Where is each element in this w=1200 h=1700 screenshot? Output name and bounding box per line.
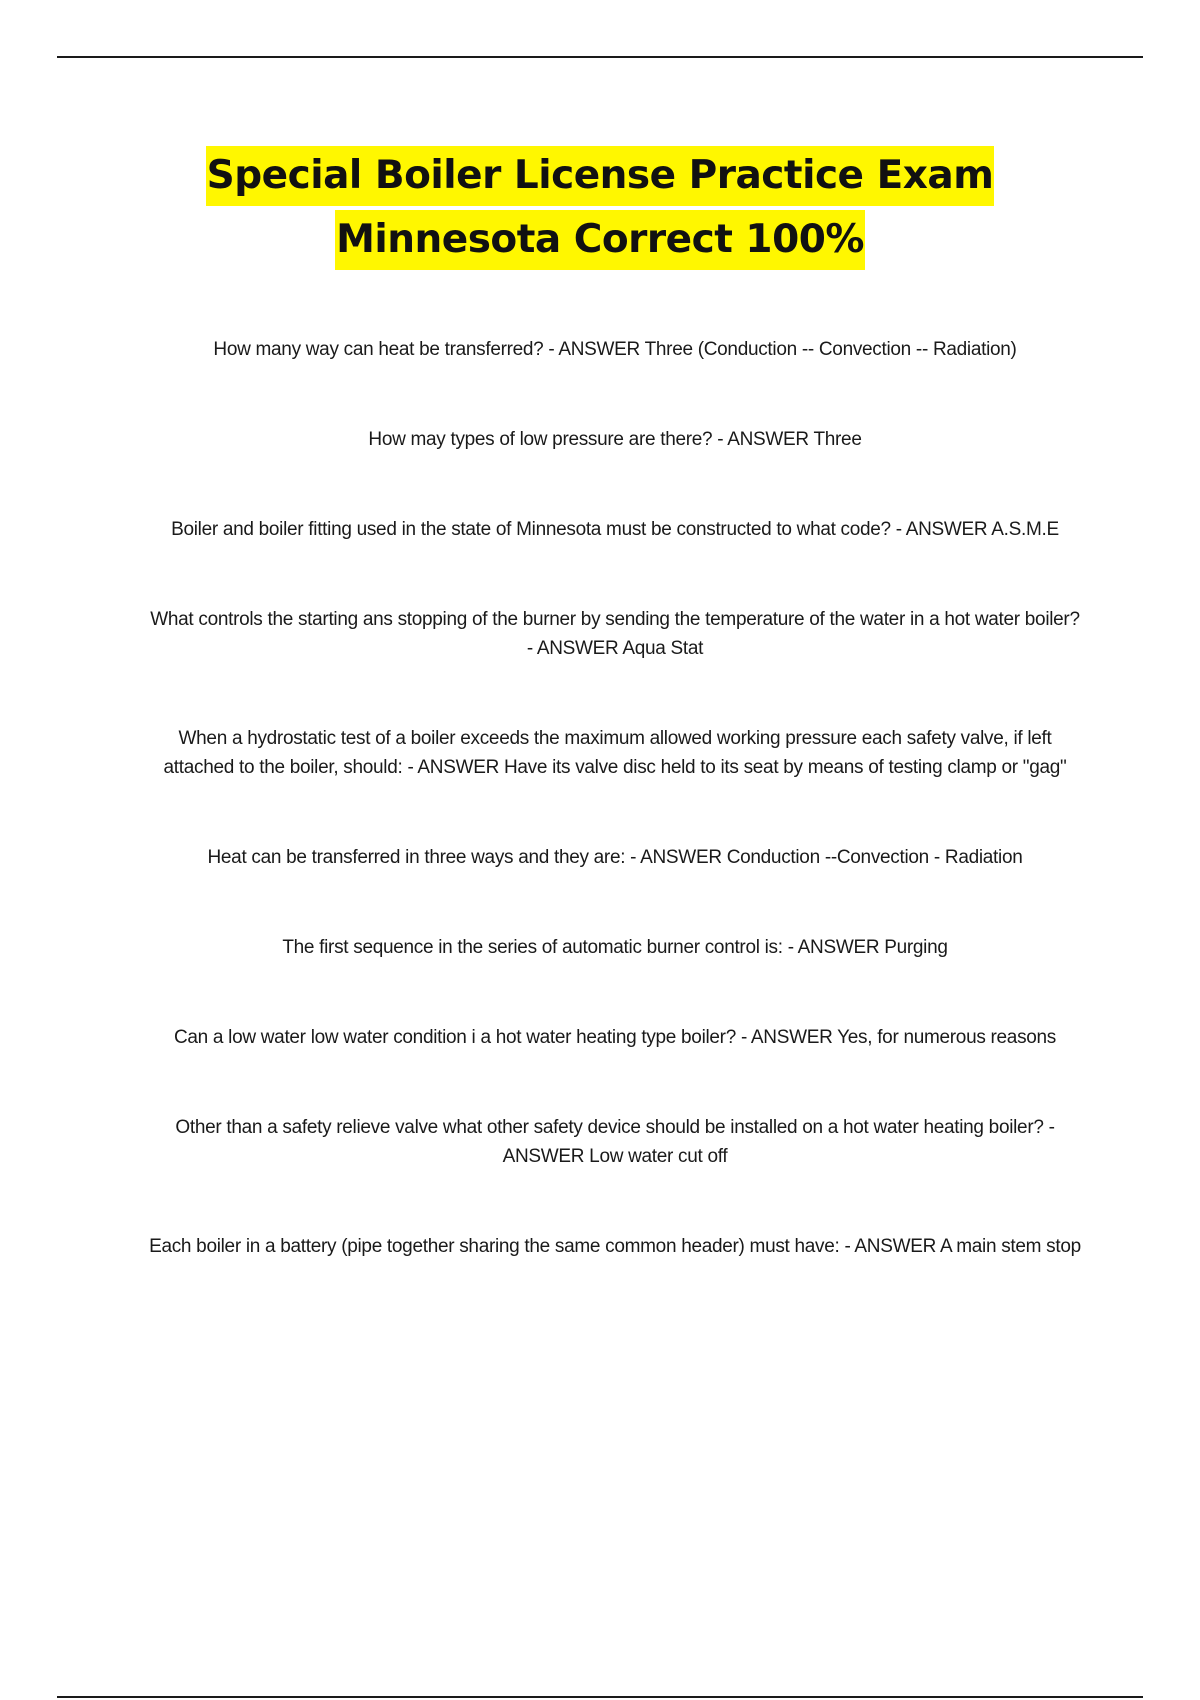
qa-item: The first sequence in the series of automatic burner control is: - ANSWER Purging — [282, 937, 948, 958]
qa-item: Heat can be transferred in three ways and they are: - ANSWER Conduction --Convection - Radiation — [207, 847, 1023, 868]
bottom-divider — [57, 1696, 1143, 1698]
qa-item: How many way can heat be transferred? - ANSWER Three (Conduction -- Convection -- Radiation) — [213, 339, 1017, 360]
top-divider — [57, 56, 1143, 58]
qa-item: Boiler and boiler fitting used in the state of Minnesota must be constructed to what code? - ANSWER A.S.M.E — [171, 519, 1059, 540]
qa-item: How may types of low pressure are there? - ANSWER Three — [368, 429, 862, 450]
qa-item: Other than a safety relieve valve what other safety device should be installed on a hot water heating boiler? - ANSWER Low water cut off — [175, 1117, 1055, 1167]
title-line-2: Minnesota Correct 100% — [335, 210, 865, 270]
qa-item: When a hydrostatic test of a boiler exceeds the maximum allowed working pressure each safety valve, if left attached to the boiler, should: - ANSWER Have its valve disc held to its seat by means of testing clamp or "gag" — [163, 728, 1067, 778]
qa-item: Each boiler in a battery (pipe together sharing the same common header) must have: - ANSWER A main stem stop — [149, 1236, 1081, 1257]
document-title — [0, 146, 1200, 274]
qa-list — [145, 335, 1085, 1322]
qa-item: What controls the starting ans stopping of the burner by sending the temperature of the water in a hot water boiler? - ANSWER Aqua Stat — [150, 609, 1080, 659]
qa-item: Can a low water low water condition i a hot water heating type boiler? - ANSWER Yes, for numerous reasons — [173, 1027, 1057, 1048]
title-line-1: Special Boiler License Practice Exam — [206, 146, 995, 206]
